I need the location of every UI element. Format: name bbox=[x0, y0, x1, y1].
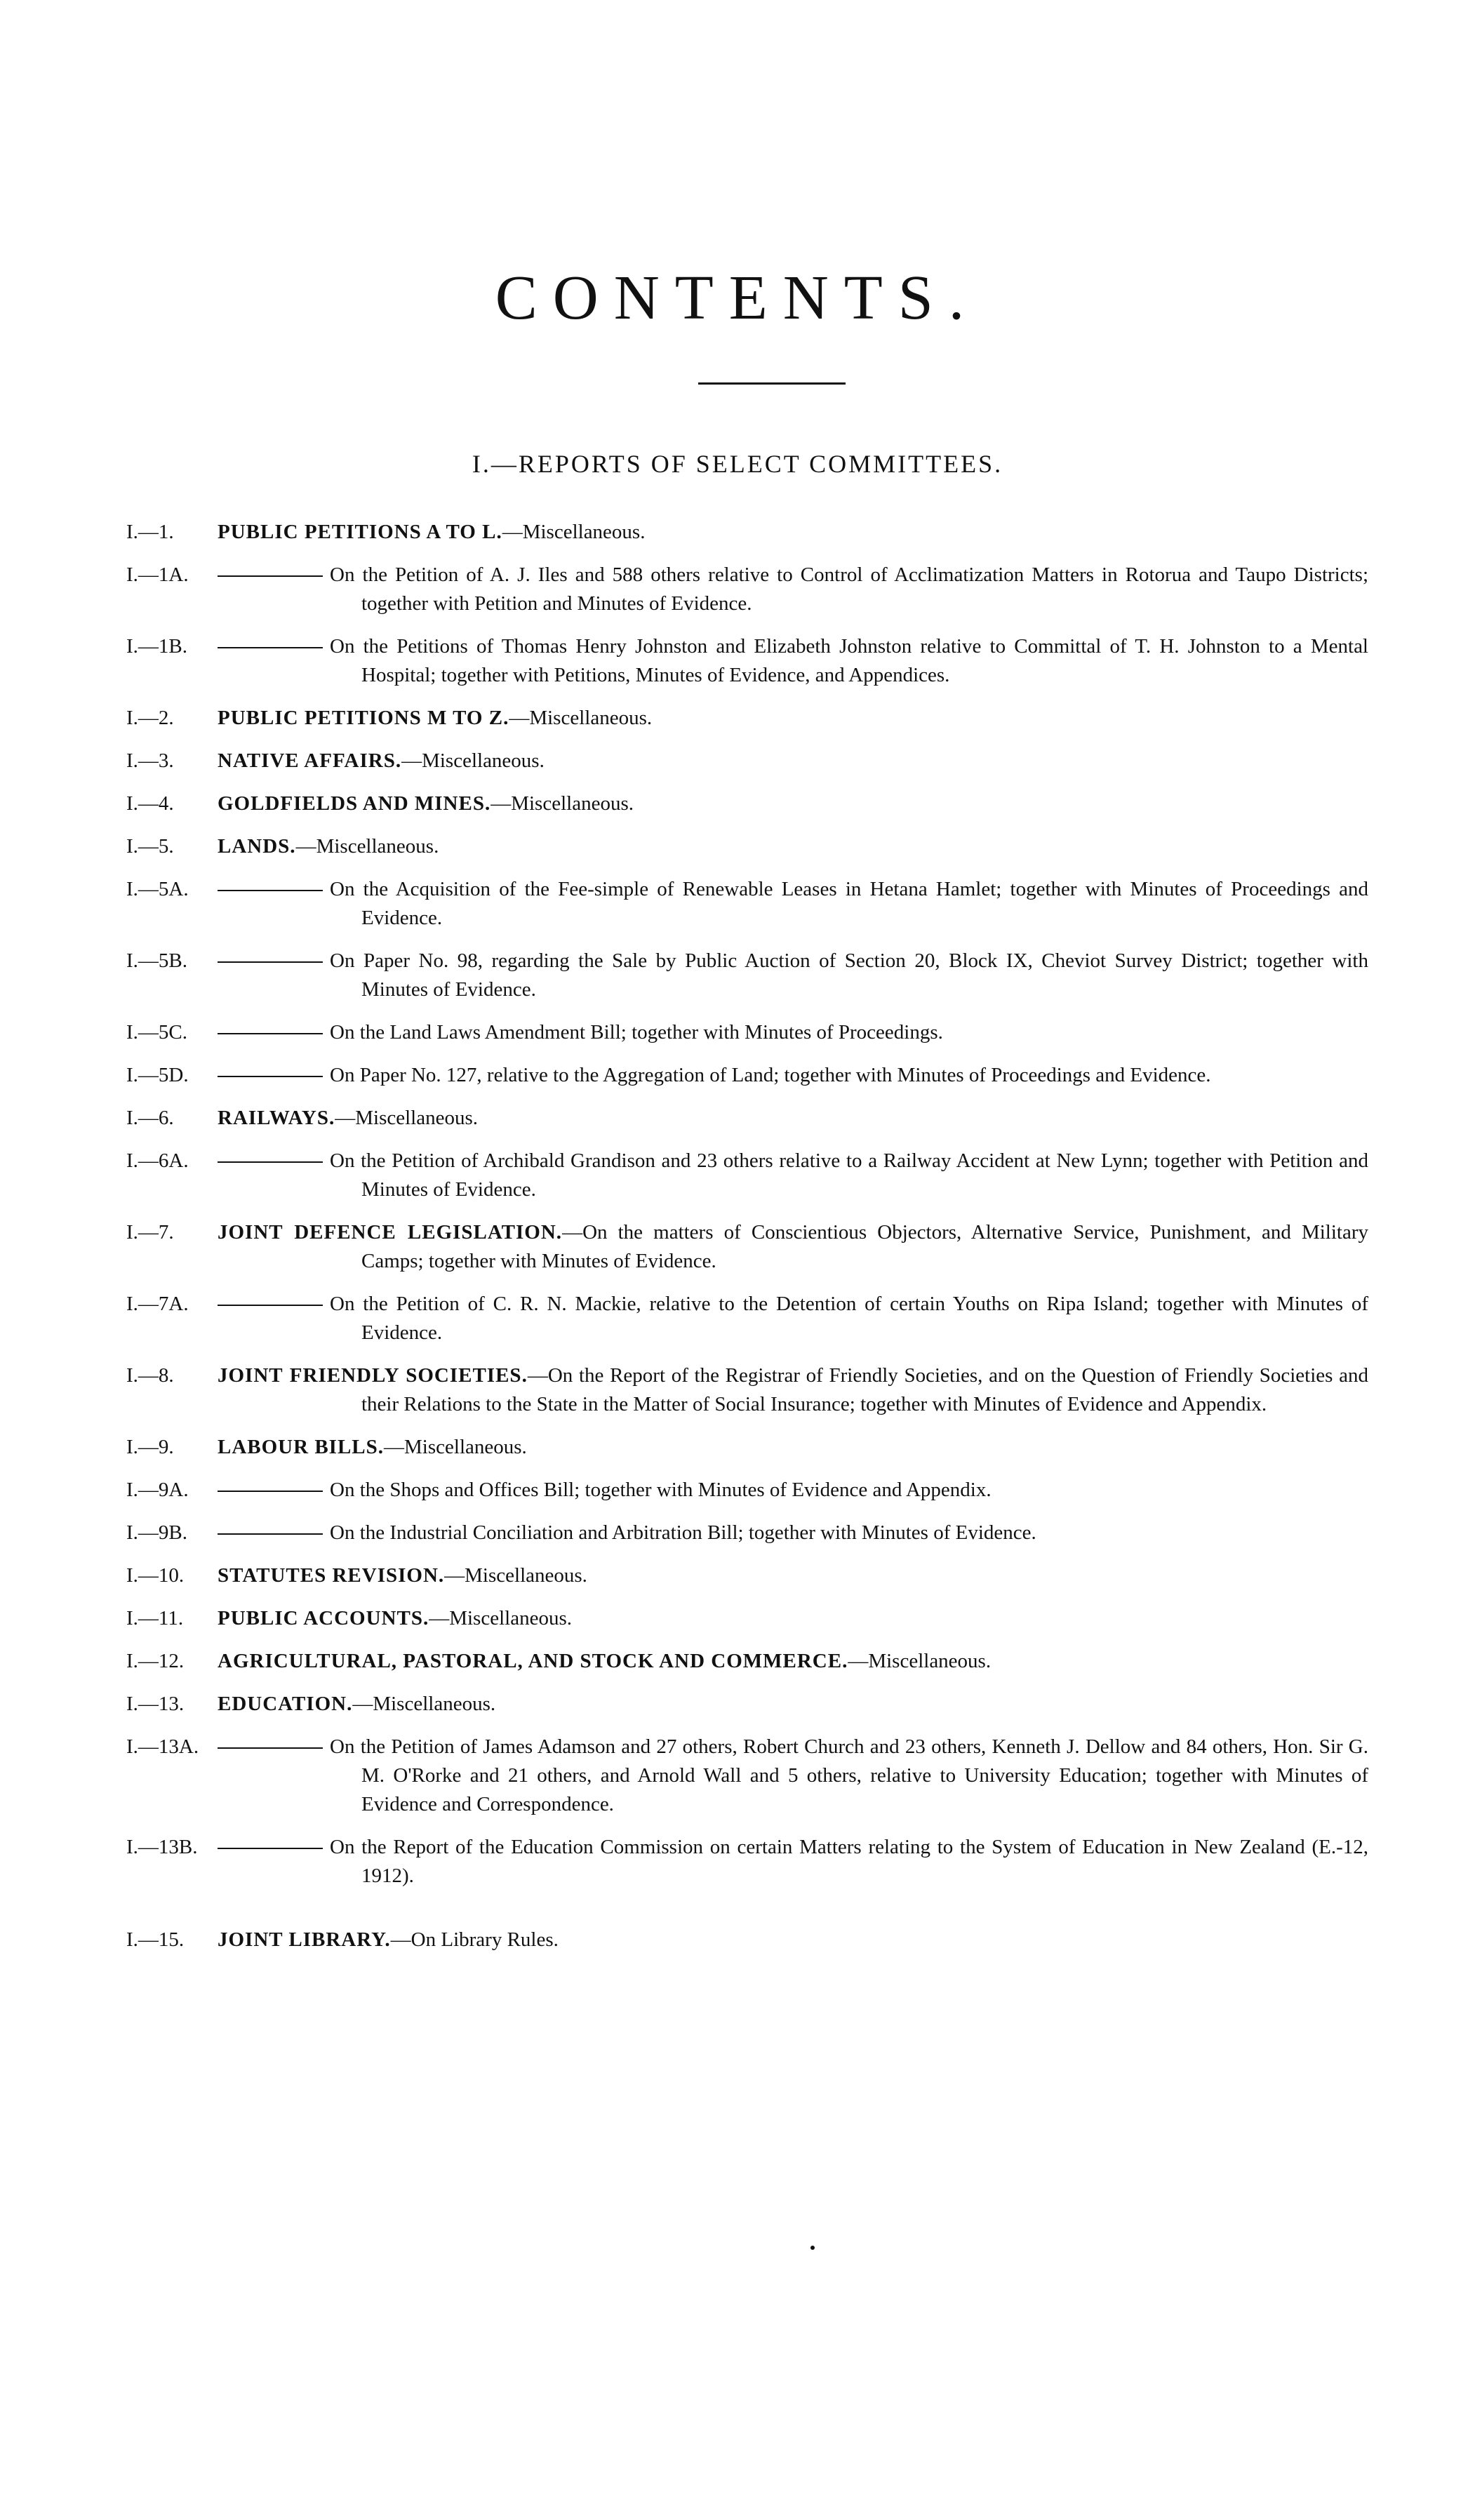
contents-entry bbox=[126, 789, 1368, 818]
entry-text: —Miscellaneous. bbox=[429, 1607, 572, 1629]
entry-text: —Miscellaneous. bbox=[490, 792, 634, 815]
contents-entry bbox=[126, 1218, 1368, 1276]
entry-heading: AGRICULTURAL, PASTORAL, AND STOCK AND COMMERCE. bbox=[218, 1650, 848, 1672]
entry-code: I.—1A. bbox=[126, 564, 189, 586]
entry-heading: EDUCATION. bbox=[218, 1693, 353, 1715]
entry-text: —Miscellaneous. bbox=[384, 1436, 527, 1458]
entry-code: I.—7A. bbox=[126, 1293, 189, 1315]
entry-heading: GOLDFIELDS AND MINES. bbox=[218, 792, 491, 815]
entry-text: —Miscellaneous. bbox=[295, 835, 439, 858]
contents-entry bbox=[126, 704, 1368, 733]
entry-heading: NATIVE AFFAIRS. bbox=[218, 749, 402, 772]
entry-text: —On Library Rules. bbox=[390, 1928, 559, 1951]
page-title: CONTENTS. bbox=[495, 263, 980, 333]
entry-heading: JOINT DEFENCE LEGISLATION. bbox=[218, 1221, 563, 1244]
entry-code: I.—11. bbox=[126, 1607, 184, 1629]
entry-text: On the Petition of Archibald Grandison and 23 others relative to a Railway Accident at New Lynn; together with Petition and Minutes of Evidence. bbox=[330, 1149, 1368, 1201]
ditto-dash bbox=[218, 1161, 323, 1163]
entry-text: On the Petition of A. J. Iles and 588 others relative to Control of Acclimatization Matters in Rotorua and Taupo Districts; together with Petition and Minutes of Evidence. bbox=[330, 564, 1368, 615]
entry-code: I.—5. bbox=[126, 835, 174, 858]
entry-text: —Miscellaneous. bbox=[335, 1107, 479, 1129]
entry-code: I.—9B. bbox=[126, 1521, 187, 1544]
entry-text: —Miscellaneous. bbox=[352, 1693, 496, 1715]
contents-entry bbox=[126, 1733, 1368, 1819]
ditto-dash bbox=[218, 1747, 323, 1749]
ditto-dash bbox=[218, 1533, 323, 1535]
contents-entry bbox=[126, 518, 1368, 547]
contents-entry bbox=[126, 1147, 1368, 1204]
entry-code: I.—4. bbox=[126, 792, 174, 815]
entry-text: On Paper No. 127, relative to the Aggregation of Land; together with Minutes of Proceedings and Evidence. bbox=[330, 1064, 1211, 1086]
entry-code: I.—5C. bbox=[126, 1021, 187, 1044]
contents-entry bbox=[126, 1433, 1368, 1462]
contents-entry bbox=[126, 1061, 1368, 1090]
contents-entry bbox=[126, 1926, 1368, 1954]
ditto-dash bbox=[218, 1305, 323, 1306]
entry-code: I.—3. bbox=[126, 749, 174, 772]
contents-entry bbox=[126, 632, 1368, 690]
entry-text: On Paper No. 98, regarding the Sale by Public Auction of Section 20, Block IX, Cheviot Survey District; together with Minutes of Evidence. bbox=[330, 949, 1368, 1001]
contents-entry bbox=[126, 1519, 1368, 1547]
ditto-dash bbox=[218, 647, 323, 648]
entry-text: On the Land Laws Amendment Bill; together with Minutes of Proceedings. bbox=[330, 1021, 943, 1044]
contents-entry bbox=[126, 1361, 1368, 1419]
entry-code: I.—9A. bbox=[126, 1479, 189, 1501]
section-heading: I.—REPORTS OF SELECT COMMITTEES. bbox=[472, 450, 1003, 478]
entry-code: I.—13. bbox=[126, 1693, 185, 1715]
contents-entry bbox=[126, 1604, 1368, 1633]
contents-entry bbox=[126, 1647, 1368, 1676]
entry-code: I.—6. bbox=[126, 1107, 174, 1129]
entry-heading: PUBLIC ACCOUNTS. bbox=[218, 1607, 429, 1629]
contents-entry bbox=[126, 1290, 1368, 1347]
entry-text: On the Shops and Offices Bill; together with Minutes of Evidence and Appendix. bbox=[330, 1479, 992, 1501]
ditto-dash bbox=[218, 890, 323, 891]
entry-code: I.—7. bbox=[126, 1221, 174, 1244]
entry-heading: LABOUR BILLS. bbox=[218, 1436, 385, 1458]
contents-entry bbox=[126, 875, 1368, 933]
entry-heading: PUBLIC PETITIONS A TO L. bbox=[218, 521, 502, 543]
ditto-dash bbox=[218, 575, 323, 577]
entry-code: I.—5B. bbox=[126, 949, 187, 972]
entry-text: —Miscellaneous. bbox=[502, 521, 646, 543]
ditto-dash bbox=[218, 1491, 323, 1492]
entry-text: —Miscellaneous. bbox=[444, 1564, 587, 1587]
entry-code: I.—12. bbox=[126, 1650, 185, 1672]
entry-heading: LANDS. bbox=[218, 835, 296, 858]
entry-code: I.—13A. bbox=[126, 1735, 199, 1758]
entry-text: On the Petitions of Thomas Henry Johnston and Elizabeth Johnston relative to Committal of T. H. Johnston to a Mental Hospital; together with Petitions, Minutes of Evidence, and Appendices. bbox=[330, 635, 1368, 686]
entry-text: —On the Report of the Registrar of Friendly Societies, and on the Question of Friendly Societies and their Relations to the State in the Matter of Social Insurance; together with Minutes of Evidence and Appendix. bbox=[361, 1364, 1368, 1415]
contents-entry bbox=[126, 947, 1368, 1004]
entry-heading: JOINT LIBRARY. bbox=[218, 1928, 391, 1951]
entry-code: I.—2. bbox=[126, 707, 174, 729]
contents-entry bbox=[126, 747, 1368, 775]
entry-text: On the Petition of James Adamson and 27 others, Robert Church and 23 others, Kenneth J. Dellow and 84 others, Hon. Sir G. M. O'Rorke and 21 others, and Arnold Wall and 5 others, relative to University Education; together with Minutes of Evidence and Correspondence. bbox=[330, 1735, 1368, 1815]
contents-entry bbox=[126, 1104, 1368, 1133]
ditto-dash bbox=[218, 961, 323, 963]
entry-code: I.—9. bbox=[126, 1436, 174, 1458]
contents-entry bbox=[126, 561, 1368, 618]
entry-code: I.—1. bbox=[126, 521, 174, 543]
entry-heading: STATUTES REVISION. bbox=[218, 1564, 445, 1587]
contents-entry bbox=[126, 1833, 1368, 1891]
entry-code: I.—5D. bbox=[126, 1064, 189, 1086]
ditto-dash bbox=[218, 1848, 323, 1849]
ditto-dash bbox=[218, 1033, 323, 1034]
entry-code: I.—6A. bbox=[126, 1149, 189, 1172]
entry-heading: JOINT FRIENDLY SOCIETIES. bbox=[218, 1364, 528, 1387]
contents-entry bbox=[126, 1018, 1368, 1047]
entry-code: I.—5A. bbox=[126, 878, 189, 900]
entry-heading: PUBLIC PETITIONS M TO Z. bbox=[218, 707, 509, 729]
entry-text: On the Report of the Education Commission on certain Matters relating to the System of Education in New Zealand (E.-12, 1912). bbox=[330, 1836, 1368, 1887]
contents-list bbox=[126, 518, 1368, 1954]
contents-entry bbox=[126, 1476, 1368, 1505]
contents-entry bbox=[126, 832, 1368, 861]
entry-code: I.—13B. bbox=[126, 1836, 198, 1858]
entry-code: I.—15. bbox=[126, 1928, 185, 1951]
entry-code: I.—10. bbox=[126, 1564, 185, 1587]
entry-text: On the Industrial Conciliation and Arbitration Bill; together with Minutes of Evidence. bbox=[330, 1521, 1036, 1544]
title-rule bbox=[698, 382, 846, 385]
entry-text: —Miscellaneous. bbox=[848, 1650, 992, 1672]
contents-entry bbox=[126, 1561, 1368, 1590]
contents-entry bbox=[126, 1690, 1368, 1719]
entry-text: —On the matters of Conscientious Objectors, Alternative Service, Punishment, and Military Camps; together with Minutes of Evidence. bbox=[361, 1221, 1368, 1272]
entry-code: I.—8. bbox=[126, 1364, 174, 1387]
entry-text: —Miscellaneous. bbox=[509, 707, 653, 729]
entry-code: I.—1B. bbox=[126, 635, 187, 658]
entry-heading: RAILWAYS. bbox=[218, 1107, 335, 1129]
ditto-dash bbox=[218, 1076, 323, 1077]
entry-text: On the Petition of C. R. N. Mackie, relative to the Detention of certain Youths on Ripa Island; together with Minutes of Evidence. bbox=[330, 1293, 1368, 1344]
page-mark bbox=[810, 2246, 815, 2250]
entry-text: —Miscellaneous. bbox=[401, 749, 545, 772]
entry-text: On the Acquisition of the Fee-simple of Renewable Leases in Hetana Hamlet; together with Minutes of Proceedings and Evidence. bbox=[330, 878, 1368, 929]
